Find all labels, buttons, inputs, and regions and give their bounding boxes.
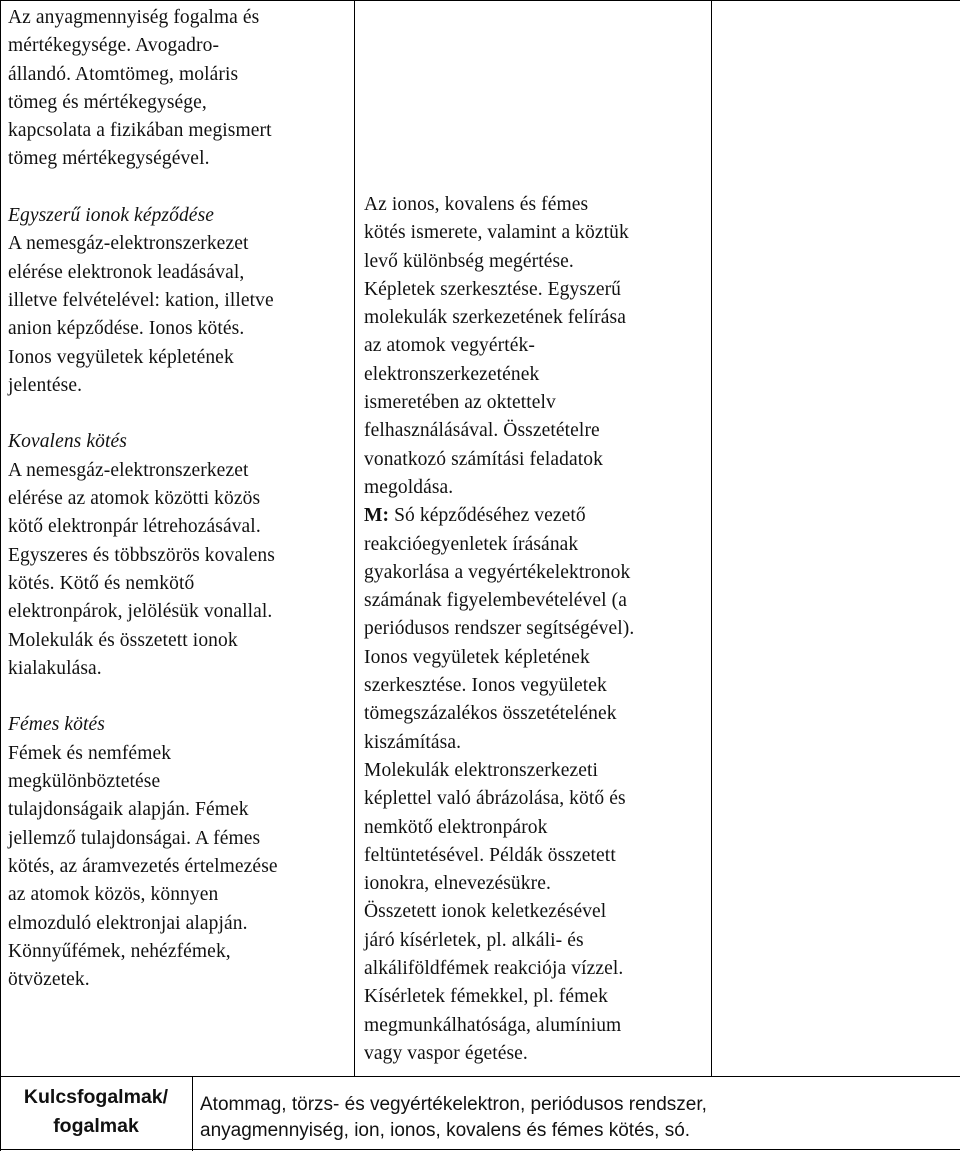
- text-line: anion képződése. Ionos kötés.: [8, 318, 245, 340]
- kulcs-divider: [192, 1076, 193, 1151]
- kulcsfogalmak-text: [200, 1092, 707, 1143]
- m-text: Só képződéséhez vezető: [389, 505, 586, 527]
- text-line: A nemesgáz-elektronszerkezet: [8, 459, 249, 481]
- text-line: jellemző tulajdonságai. A fémes: [8, 827, 261, 849]
- text-line: reakcióegyenletek írásának: [364, 533, 579, 555]
- section-heading: Kovalens kötés: [8, 431, 127, 453]
- text-line: illetve felvételével: kation, illetve: [8, 289, 274, 311]
- intro-block: [8, 4, 278, 174]
- text-line: Kísérletek fémekkel, pl. fémek: [364, 986, 608, 1008]
- text-line: állandó. Atomtömeg, moláris: [8, 63, 239, 85]
- text-line: gyakorlása a vegyértékelektronok: [364, 561, 631, 583]
- text-line: járó kísérletek, pl. alkáli- és: [364, 929, 584, 951]
- section-heading: Fémes kötés: [8, 714, 105, 736]
- kulcs-text-line: anyagmennyiség, ion, ionos, kovalens és fémes kötés, só.: [200, 1119, 691, 1141]
- text-line: molekulák szerkezetének felírása: [364, 307, 626, 329]
- text-line: tömeg és mértékegysége,: [8, 91, 207, 113]
- text-line: jelentése.: [8, 374, 83, 396]
- femes-section: [8, 711, 278, 994]
- text-line: megoldása.: [364, 476, 454, 498]
- text-line: Molekulák és összetett ionok: [8, 629, 238, 651]
- text-line: A nemesgáz-elektronszerkezet: [8, 233, 249, 255]
- text-line: ötvözetek.: [8, 969, 90, 991]
- text-line: kiszámítása.: [364, 731, 462, 753]
- ionok-section: [8, 202, 278, 400]
- text-line: Képletek szerkesztése. Egyszerű: [364, 278, 622, 300]
- text-line: Molekulák elektronszerkezeti: [364, 759, 598, 781]
- text-line: elektronpárok, jelölésük vonallal.: [8, 601, 273, 623]
- text-line: Könnyűfémek, nehézfémek,: [8, 940, 231, 962]
- text-line: kötő elektronpár létrehozásával.: [8, 516, 261, 538]
- kulcs-label-line: fogalmak: [53, 1114, 139, 1137]
- text-line: elektronszerkezetének: [364, 363, 540, 385]
- text-line: alkáliföldfémek reakciója vízzel.: [364, 958, 624, 980]
- text-line: periódusos rendszer segítségével).: [364, 618, 635, 640]
- text-line: elérése elektronok leadásával,: [8, 261, 245, 283]
- text-line: feltüntetésével. Példák összetett: [364, 844, 616, 866]
- text-line: elérése az atomok közötti közös: [8, 488, 261, 510]
- text-line: tulajdonságaik alapján. Fémek: [8, 799, 249, 821]
- m-line: [364, 502, 634, 530]
- text-line: tömegszázalékos összetételének: [364, 703, 617, 725]
- text-line: vagy vaspor égetése.: [364, 1042, 528, 1064]
- text-line: ionokra, elnevezésükre.: [364, 873, 551, 895]
- text-line: az atomok vegyérték-: [364, 335, 535, 357]
- text-line: kötés ismerete, valamint a köztük: [364, 222, 629, 244]
- text-line: ismeretében az oktettelv: [364, 392, 556, 414]
- text-line: kötés, az áramvezetés értelmezése: [8, 855, 278, 877]
- text-line: Összetett ionok keletkezésével: [364, 901, 607, 923]
- text-line: kialakulása.: [8, 657, 102, 679]
- text-line: levő különbség megértése.: [364, 250, 574, 272]
- text-line: mértékegysége. Avogadro-: [8, 35, 220, 57]
- text-line: elmozduló elektronjai alapján.: [8, 912, 248, 934]
- column-divider-2: [711, 0, 712, 1076]
- text-line: szerkesztése. Ionos vegyületek: [364, 675, 607, 697]
- column-divider-1: [354, 0, 355, 1076]
- kulcs-text-line: Atommag, törzs- és vegyértékelektron, periódusos rendszer,: [200, 1094, 707, 1115]
- text-line: kapcsolata a fizikában megismert: [8, 120, 272, 142]
- kulcs-label-line: Kulcsfogalmak/: [23, 1086, 169, 1108]
- text-line: Egyszeres és többszörös kovalens: [8, 544, 275, 566]
- text-line: Az ionos, kovalens és fémes: [364, 194, 589, 215]
- content-column: [8, 4, 278, 994]
- activities-column: [364, 191, 634, 1068]
- text-line: nemkötő elektronpárok: [364, 816, 548, 838]
- text-line: Az anyagmennyiség fogalma és: [8, 7, 260, 28]
- table-border-left: [0, 0, 1, 1151]
- text-line: megkülönböztetése: [8, 771, 161, 793]
- table-border-top: [0, 0, 960, 1]
- kovalens-section: [8, 428, 278, 683]
- text-line: megmunkálhatósága, alumínium: [364, 1014, 622, 1036]
- m-label: M:: [364, 505, 390, 527]
- text-line: az atomok közös, könnyen: [8, 884, 219, 906]
- row-divider: [0, 1076, 960, 1077]
- section-heading: Egyszerű ionok képződése: [8, 205, 215, 227]
- text-line: Fémek és nemfémek: [8, 742, 172, 764]
- text-line: vonatkozó számítási feladatok: [364, 448, 603, 470]
- table-border-bottom: [0, 1149, 960, 1150]
- text-line: kötés. Kötő és nemkötő: [8, 572, 195, 594]
- kulcsfogalmak-label: [0, 1083, 192, 1140]
- text-line: képlettel való ábrázolása, kötő és: [364, 788, 626, 810]
- text-line: Ionos vegyületek képletének: [8, 346, 234, 368]
- text-line: felhasználásával. Összetételre: [364, 420, 600, 442]
- text-line: tömeg mértékegységével.: [8, 148, 210, 170]
- text-line: Ionos vegyületek képletének: [364, 646, 590, 668]
- text-line: számának figyelembevételével (a: [364, 590, 627, 612]
